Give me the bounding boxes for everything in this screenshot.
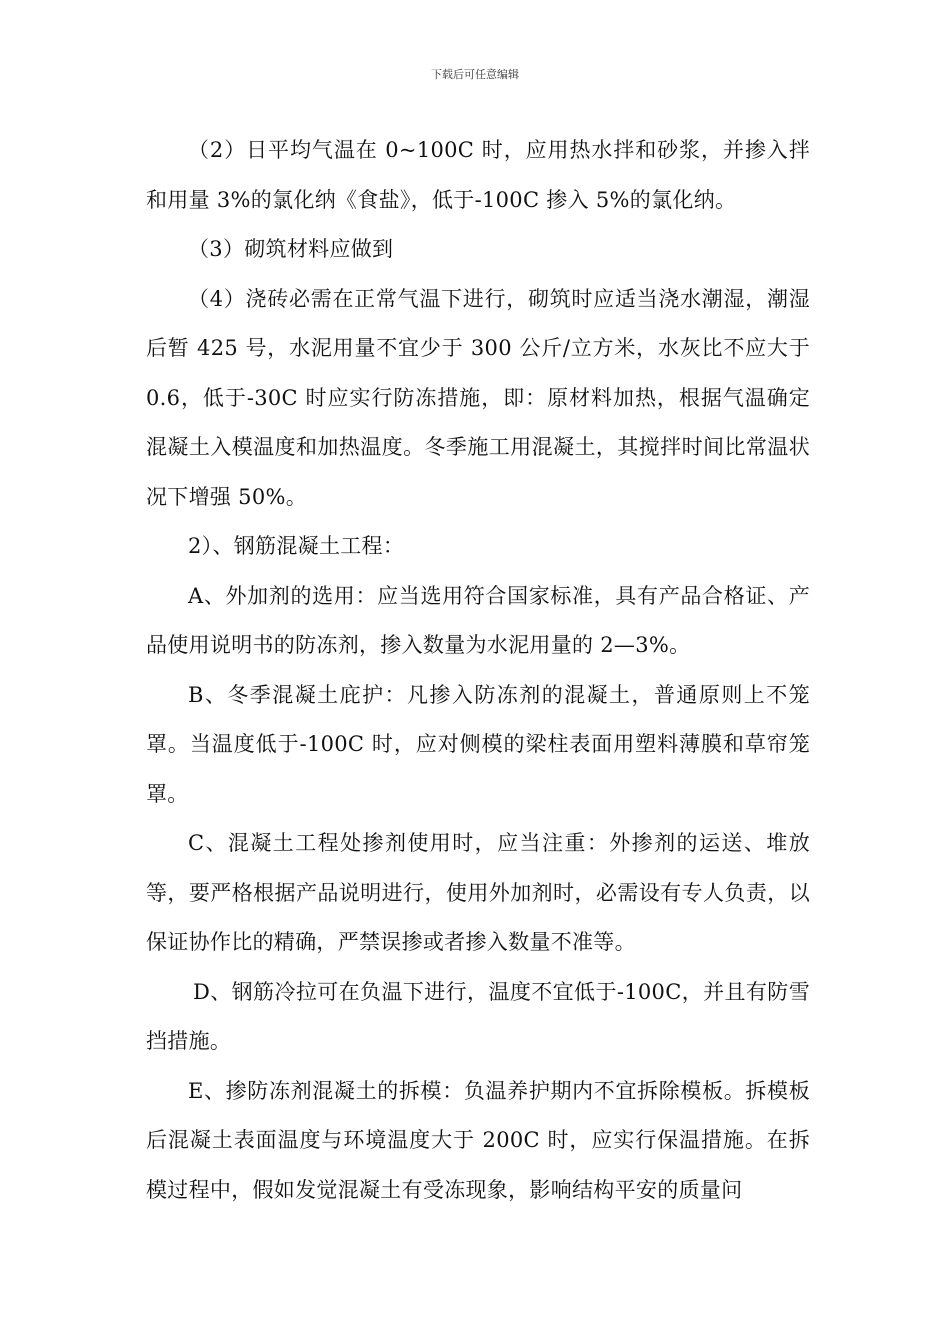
- paragraph-2: （3）砌筑材料应做到: [188, 237, 394, 261]
- paragraph-1: （2）日平均气温在 0~100C 时，应用热水拌和砂浆，并掺入拌和用量 3%的氯化纳《食盐》，低于-100C 掺入 5%的氯化纳。: [146, 138, 810, 212]
- document-body: [146, 126, 810, 1215]
- paragraph-7: C、混凝土工程处掺剂使用时，应当注重：外掺剂的运送、堆放等，要严格根据产品说明进行，使用外加剂时，必需设有专人负责，以保证协作比的精确，严禁误掺或者掺入数量不准等。: [146, 831, 810, 954]
- paragraph-4: 2）、钢筋混凝土工程：: [188, 534, 405, 558]
- page-header: 下载后可任意编辑: [431, 68, 519, 81]
- paragraph-8: D、钢筋冷拉可在负温下进行，温度不宜低于-100C，并且有防雪挡措施。: [146, 979, 810, 1053]
- paragraph-3: （4）浇砖必需在正常气温下进行，砌筑时应适当浇水潮湿，潮湿后暂 425 号，水泥用量不宜少于 300 公斤/立方米，水灰比不应大于 0.6，低于-30C 时应实行防冻措施，即：原材料加热，根据气温确定混凝土入模温度和加热温度。冬季施工用混凝土，其搅拌时间比常温状况下增强 50%。: [146, 286, 810, 509]
- paragraph-5: A、外加剂的选用：应当选用符合国家标准，具有产品合格证、产品使用说明书的防冻剂，掺入数量为水泥用量的 2—3%。: [146, 583, 810, 657]
- paragraph-6: B、冬季混凝土庇护：凡掺入防冻剂的混凝土，普通原则上不笼罩。当温度低于-100C 时，应对侧模的梁柱表面用塑料薄膜和草帘笼罩。: [146, 682, 810, 806]
- paragraph-9: E、掺防冻剂混凝土的拆模：负温养护期内不宜拆除模板。拆模板后混凝土表面温度与环境温度大于 200C 时，应实行保温措施。在拆模过程中，假如发觉混凝土有受冻现象，影响结构平安的质量问: [146, 1078, 810, 1202]
